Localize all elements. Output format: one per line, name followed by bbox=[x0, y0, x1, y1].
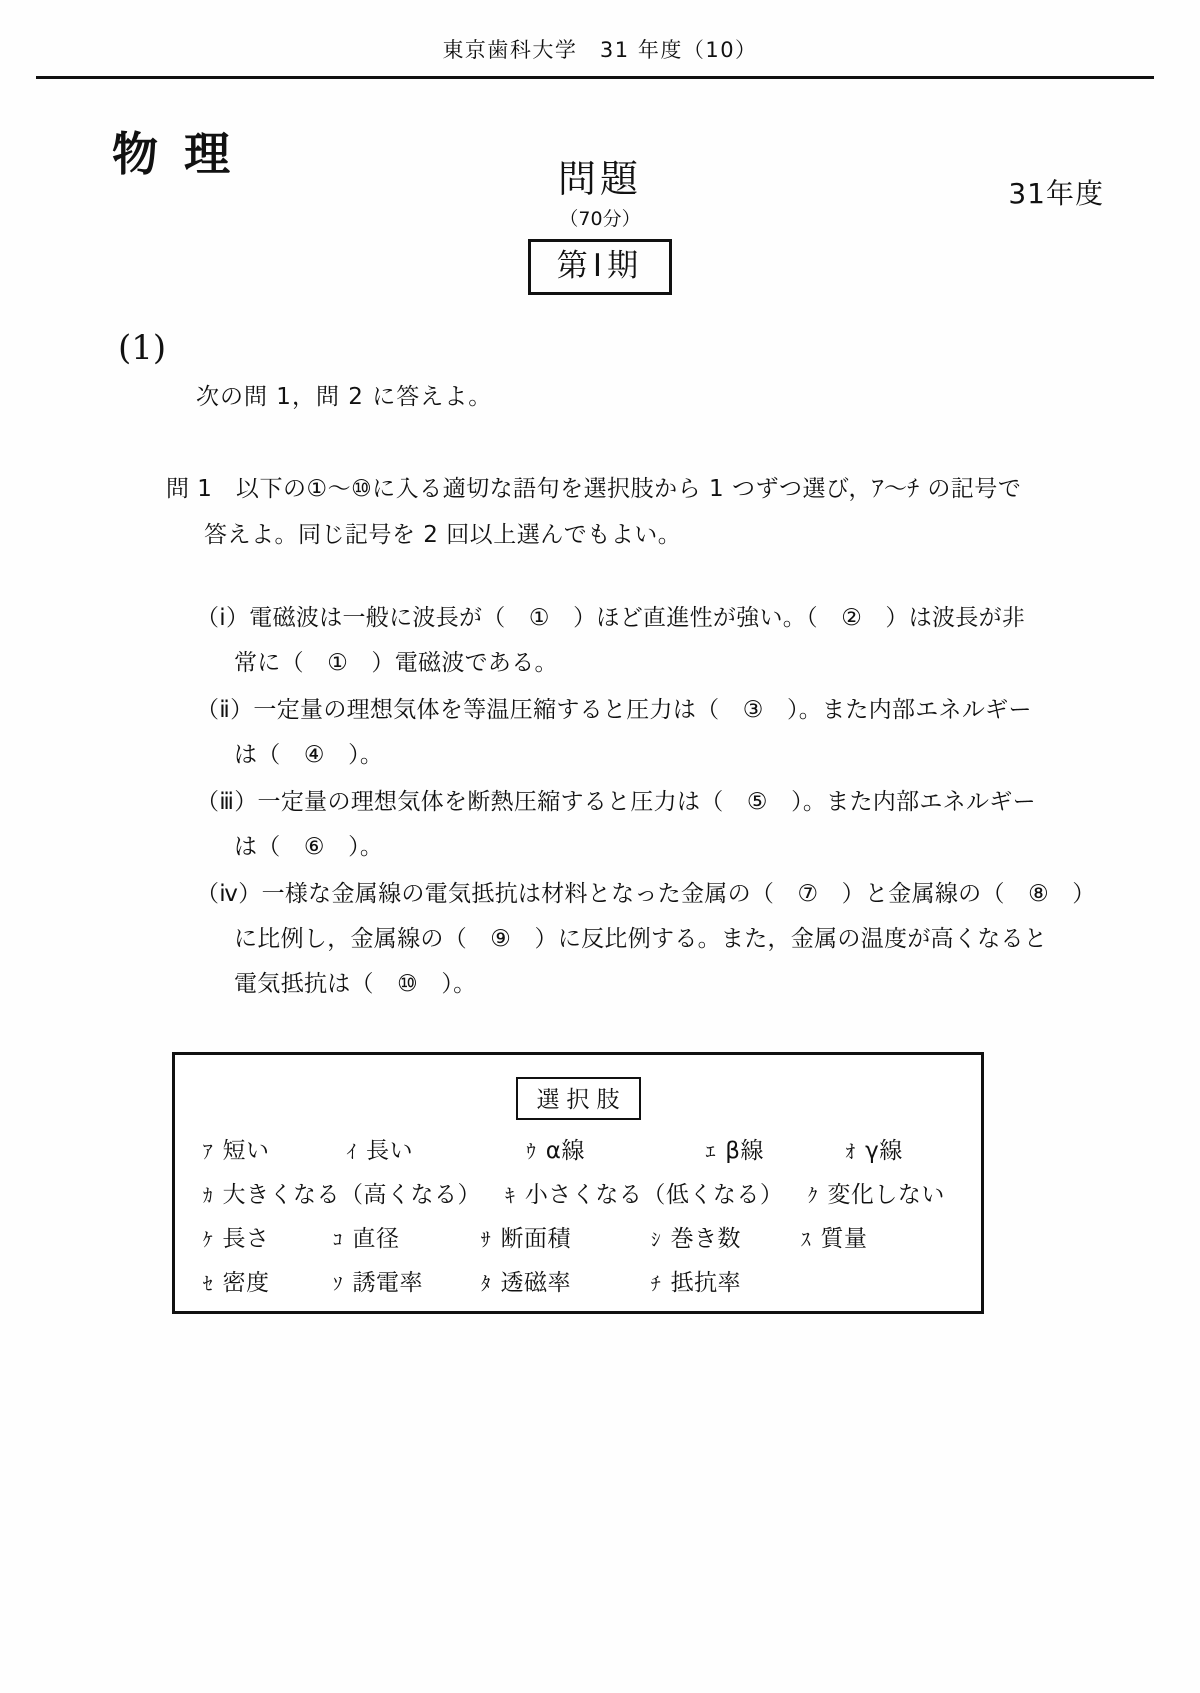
problem-number: (1) bbox=[118, 328, 167, 368]
choice-label: 密度 bbox=[222, 1270, 270, 1296]
choices-row bbox=[203, 1132, 959, 1176]
choice-label: β線 bbox=[725, 1138, 764, 1164]
choice-key: ｽ bbox=[801, 1229, 811, 1251]
sub-item-i-line-2: 常に（ ① ）電磁波である。 bbox=[234, 650, 558, 676]
choice-option bbox=[706, 1132, 846, 1165]
choice-key: ｲ bbox=[346, 1141, 357, 1163]
choice-option bbox=[203, 1132, 347, 1165]
problem-lead: 次の問 1，問 2 に答えよ。 bbox=[196, 384, 493, 410]
sub-item-ii bbox=[196, 688, 1032, 778]
question-1-block bbox=[166, 466, 1022, 558]
year-label: 31年度 bbox=[1008, 177, 1104, 210]
choice-option bbox=[203, 1176, 505, 1209]
sub-item-ii-line-2: は（ ④ ）。 bbox=[234, 742, 384, 768]
choices-row bbox=[203, 1264, 959, 1308]
choice-key: ｹ bbox=[203, 1229, 213, 1251]
choice-key: ｵ bbox=[845, 1141, 856, 1163]
choice-label: γ線 bbox=[865, 1138, 903, 1164]
choice-label: 抵抗率 bbox=[670, 1270, 742, 1296]
question-1-line-2: 答えよ。同じ記号を 2 回以上選んでもよい。 bbox=[204, 522, 682, 548]
choices-row bbox=[203, 1176, 959, 1220]
choice-label: 長い bbox=[366, 1138, 414, 1164]
choice-option bbox=[333, 1264, 481, 1297]
choice-key: ｴ bbox=[705, 1141, 716, 1163]
choice-option bbox=[651, 1264, 801, 1297]
choice-option bbox=[801, 1220, 921, 1253]
choice-option bbox=[481, 1220, 651, 1253]
title-block bbox=[400, 157, 800, 295]
choice-label: 変化しない bbox=[827, 1182, 945, 1208]
choice-label: α線 bbox=[545, 1138, 585, 1164]
choices-title-wrap bbox=[175, 1077, 981, 1120]
choice-key: ｺ bbox=[333, 1229, 343, 1251]
sub-item-iv-line-3: 電気抵抗は（ ⑩ ）。 bbox=[234, 971, 477, 997]
subject-title: 物理 bbox=[112, 127, 256, 181]
choice-label: 透磁率 bbox=[500, 1270, 572, 1296]
sub-item-iii-line-1: （ⅲ）一定量の理想気体を断熱圧縮すると圧力は（ ⑤ ）。また内部エネルギー bbox=[196, 789, 1036, 815]
exam-duration: （70分） bbox=[559, 207, 641, 230]
sub-item-iv-line-1: （ⅳ）一様な金属線の電気抵抗は材料となった金属の（ ⑦ ）と金属線の（ ⑧ ） bbox=[196, 881, 1096, 907]
choice-option bbox=[651, 1220, 801, 1253]
page-title: 問題 bbox=[557, 157, 642, 201]
sub-item-i-line-1: （ⅰ）電磁波は一般に波長が（ ① ）ほど直進性が強い。（ ② ）は波長が非 bbox=[196, 605, 1026, 631]
sub-item-iv bbox=[196, 872, 1096, 1007]
choice-label: 質量 bbox=[820, 1226, 868, 1252]
header-divider bbox=[36, 76, 1154, 79]
choices-rows bbox=[175, 1132, 981, 1308]
choice-option bbox=[203, 1220, 333, 1253]
sub-item-iii-line-2: は（ ⑥ ）。 bbox=[234, 834, 384, 860]
choice-option bbox=[526, 1132, 706, 1165]
choice-key: ｻ bbox=[481, 1229, 491, 1251]
question-1-line-1: 問 1 以下の①〜⑩に入る適切な語句を選択肢から 1 つずつ選び，ｱ〜ﾁ の記号で bbox=[166, 476, 1022, 502]
running-head: 東京歯科大学 31 年度（10） bbox=[442, 38, 758, 62]
sub-item-i bbox=[196, 596, 1026, 686]
choice-label: 巻き数 bbox=[670, 1226, 742, 1252]
choices-box bbox=[172, 1052, 984, 1314]
choice-option bbox=[846, 1132, 959, 1165]
choice-key: ｾ bbox=[203, 1273, 213, 1295]
choice-key: ｶ bbox=[203, 1185, 213, 1207]
choice-option bbox=[347, 1132, 527, 1165]
choice-label: 直径 bbox=[352, 1226, 400, 1252]
choice-option bbox=[808, 1176, 959, 1209]
choice-label: 大きくなる（高くなる） bbox=[222, 1182, 482, 1208]
choice-key: ｿ bbox=[333, 1273, 343, 1295]
choice-option bbox=[481, 1264, 651, 1297]
choices-row bbox=[203, 1220, 959, 1264]
choice-option bbox=[505, 1176, 807, 1209]
choice-key: ﾀ bbox=[481, 1273, 491, 1295]
choice-label: 誘電率 bbox=[352, 1270, 424, 1296]
choice-key: ｱ bbox=[203, 1141, 213, 1163]
sub-item-ii-line-1: （ⅱ）一定量の理想気体を等温圧縮すると圧力は（ ③ ）。また内部エネルギー bbox=[196, 697, 1032, 723]
choice-key: ｳ bbox=[526, 1141, 536, 1163]
choices-title: 選択肢 bbox=[516, 1077, 641, 1120]
choice-label: 長さ bbox=[222, 1226, 270, 1252]
sub-items-list bbox=[196, 596, 1096, 1009]
choice-key: ｼ bbox=[651, 1229, 661, 1251]
choice-option bbox=[203, 1264, 333, 1297]
choice-label: 小さくなる（低くなる） bbox=[524, 1182, 784, 1208]
choice-option bbox=[333, 1220, 481, 1253]
term-badge: 第Ⅰ期 bbox=[528, 239, 672, 295]
choice-key: ﾁ bbox=[651, 1273, 661, 1295]
choice-label: 断面積 bbox=[500, 1226, 572, 1252]
sub-item-iii bbox=[196, 780, 1036, 870]
sub-item-iv-line-2: に比例し，金属線の（ ⑨ ）に反比例する。また，金属の温度が高くなると bbox=[234, 926, 1048, 952]
choice-key: ｸ bbox=[807, 1185, 818, 1207]
choice-label: 短い bbox=[222, 1138, 270, 1164]
choice-key: ｷ bbox=[505, 1185, 515, 1207]
